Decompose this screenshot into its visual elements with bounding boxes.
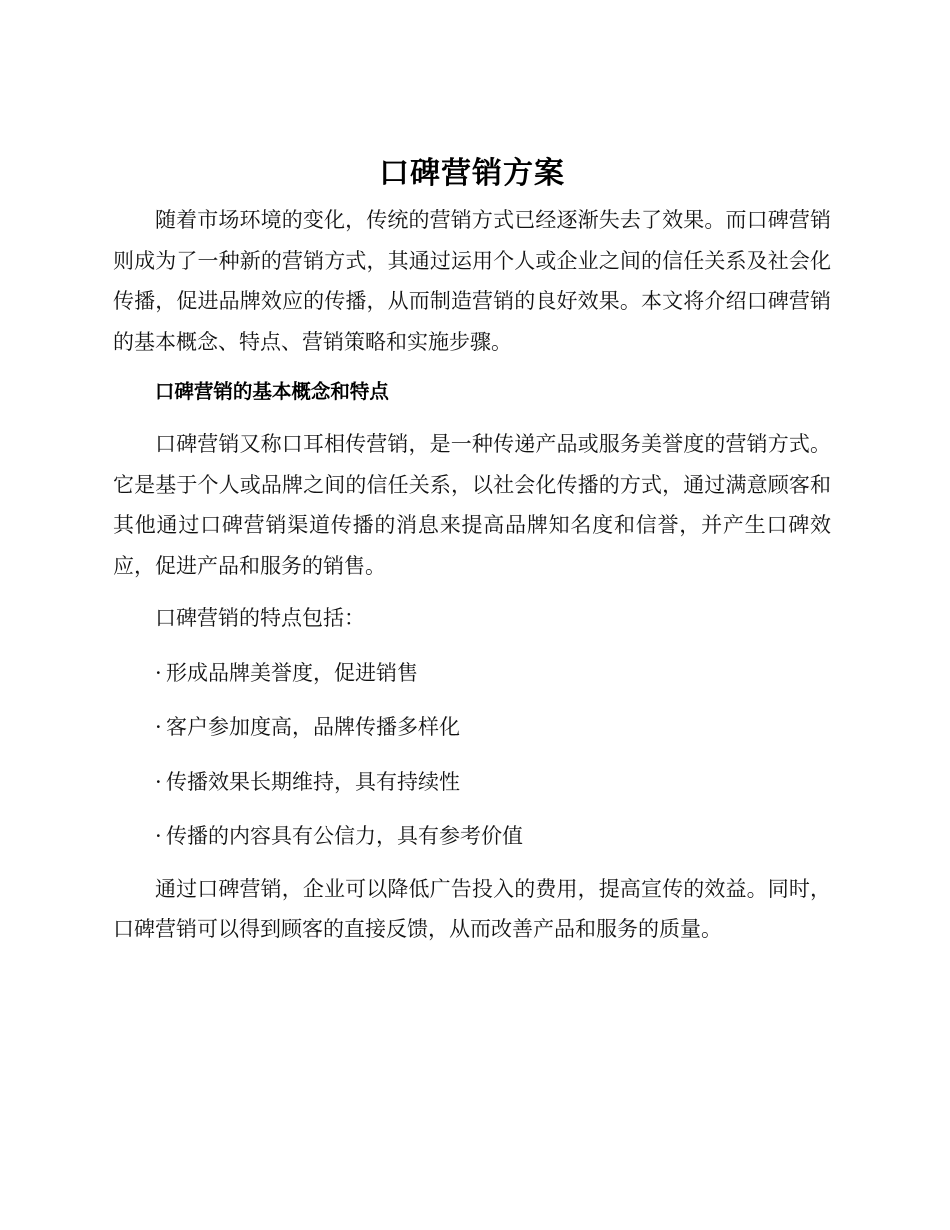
- section-heading: 口碑营销的基本概念和特点: [154, 380, 389, 403]
- list-item: [113, 762, 831, 803]
- bullet-icon: ·: [155, 715, 162, 739]
- bullet-icon: ·: [155, 824, 162, 848]
- feature-text: 形成品牌美誉度，促进销售: [166, 660, 418, 685]
- closing-paragraph: 通过口碑营销，企业可以降低广告投入的费用，提高宣传的效益。同时，口碑营销可以得到顾客的直接反馈，从而改善产品和服务的质量。: [113, 876, 831, 941]
- document-body: [113, 148, 831, 950]
- feature-text: 客户参加度高，品牌传播多样化: [166, 715, 460, 739]
- list-item: [113, 653, 831, 694]
- feature-text: 传播的内容具有公信力，具有参考价值: [166, 824, 523, 848]
- intro-paragraph: 随着市场环境的变化，传统的营销方式已经逐渐失去了效果。而口碑营销则成为了一种新的营销方式，其通过运用个人或企业之间的信任关系及社会化传播，促进品牌效应的传播，从而制造营销的良好效果。本文将介绍口碑营销的基本概念、特点、营销策略和实施步骤。: [113, 208, 831, 354]
- bullet-icon: ·: [155, 769, 162, 794]
- feature-text: 传播效果长期维持，具有持续性: [166, 769, 460, 794]
- features-intro: 口碑营销的特点包括：: [155, 606, 365, 630]
- definition-paragraph: 口碑营销又称口耳相传营销，是一种传递产品或服务美誉度的营销方式。它是基于个人或品牌之间的信任关系，以社会化传播的方式，通过满意顾客和其他通过口碑营销渠道传播的消息来提高品牌知名度和信誉，并产生口碑效应，促进产品和服务的销售。: [113, 432, 831, 578]
- bullet-icon: ·: [155, 660, 162, 685]
- list-item: [113, 707, 831, 748]
- document-title: 口碑营销方案: [379, 156, 565, 191]
- list-item: [113, 816, 831, 857]
- feature-list: [113, 653, 831, 857]
